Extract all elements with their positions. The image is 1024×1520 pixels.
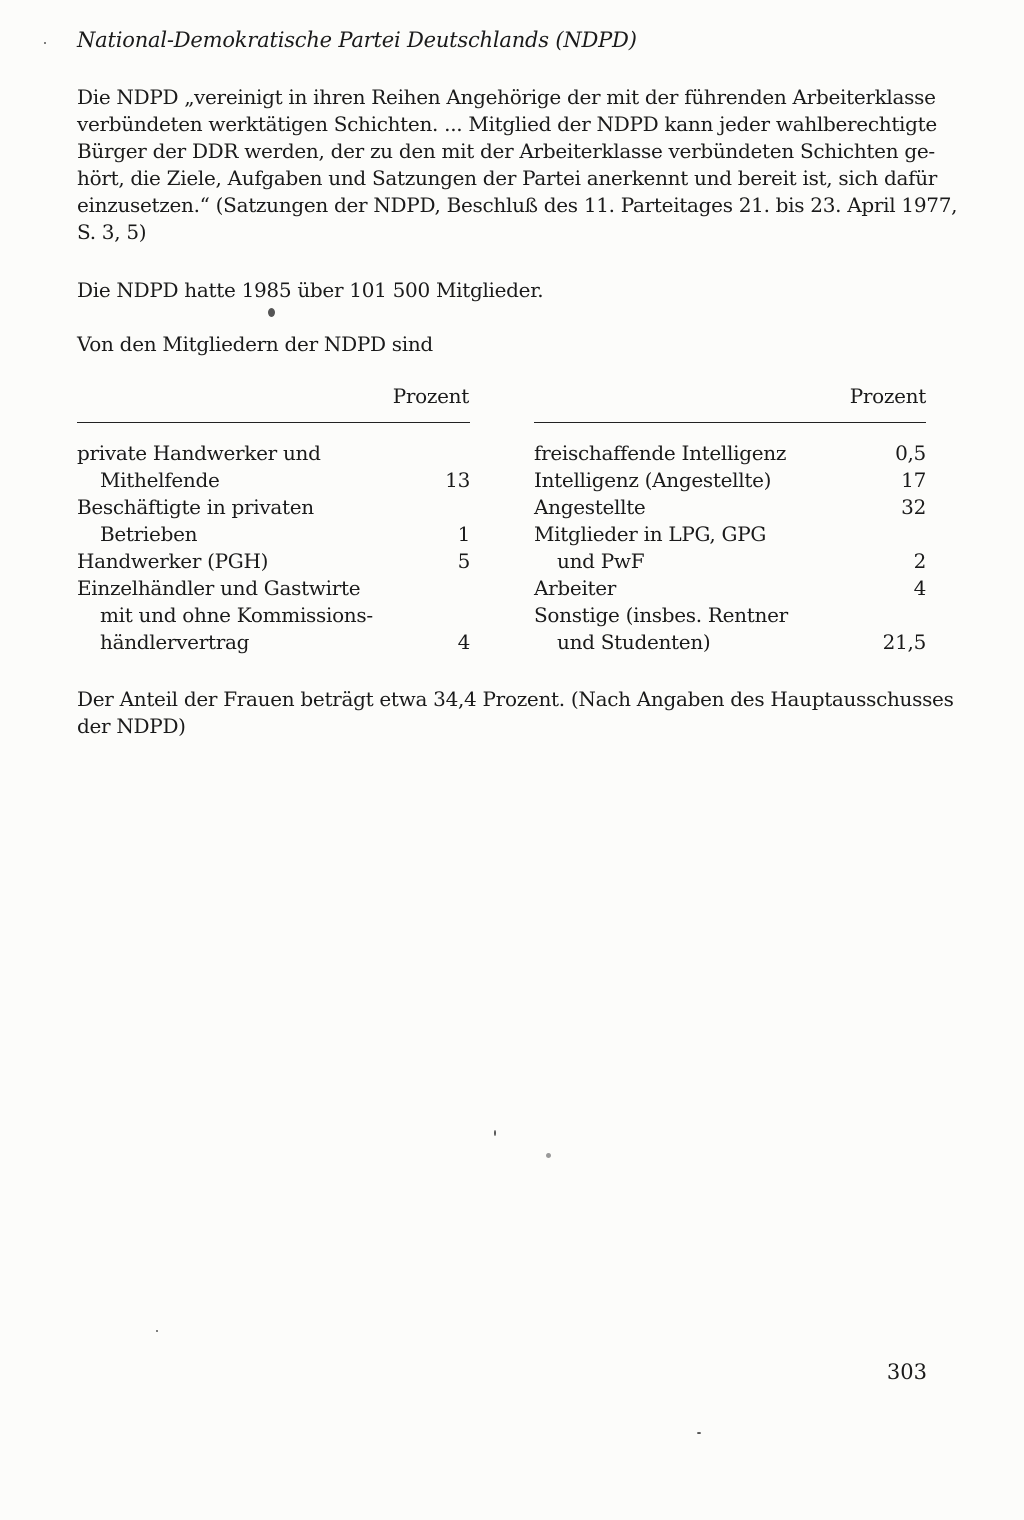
scan-speck bbox=[697, 1432, 701, 1434]
row-label: Mithelfende bbox=[100, 468, 220, 492]
scan-speck bbox=[156, 1330, 158, 1332]
table-row bbox=[534, 629, 926, 656]
row-label: mit und ohne Kommissions- bbox=[100, 603, 373, 627]
paragraph-line: Der Anteil der Frauen beträgt etwa 34,4 Prozent. (Nach Angaben des Hauptausschusses bbox=[77, 687, 954, 711]
row-label: Arbeiter bbox=[534, 576, 617, 600]
table-row bbox=[77, 629, 470, 656]
statute-quote-paragraph bbox=[77, 84, 958, 246]
row-percent: 32 bbox=[901, 495, 926, 519]
row-label: freischaffende Intelligenz bbox=[534, 441, 787, 465]
row-percent: 4 bbox=[457, 630, 470, 654]
table-row bbox=[77, 467, 470, 494]
row-label: Einzelhändler und Gastwirte bbox=[77, 576, 361, 600]
row-percent: 5 bbox=[457, 549, 470, 573]
row-label: private Handwerker und bbox=[77, 441, 321, 465]
row-label: Intelligenz (Angestellte) bbox=[534, 468, 772, 492]
scan-speck bbox=[268, 308, 275, 317]
paragraph-line: verbündeten werktätigen Schichten. ... Mitglied der NDPD kann jeder wahlberechtigte bbox=[77, 112, 937, 136]
row-label: Handwerker (PGH) bbox=[77, 549, 269, 573]
paragraph-line: S. 3, 5) bbox=[77, 220, 147, 244]
row-percent: 21,5 bbox=[882, 630, 926, 654]
paragraph-line: hört, die Ziele, Aufgaben und Satzungen der Partei anerkennt und bereit ist, sich dafür bbox=[77, 166, 938, 190]
scan-speck bbox=[494, 1130, 496, 1136]
table-row bbox=[77, 440, 470, 467]
table-row bbox=[534, 548, 926, 575]
women-share-paragraph bbox=[77, 686, 954, 740]
row-label: und Studenten) bbox=[557, 630, 711, 654]
table-row bbox=[77, 548, 470, 575]
table-row bbox=[534, 602, 926, 629]
table-row bbox=[534, 440, 926, 467]
paragraph-line: Bürger der DDR werden, der zu den mit der Arbeiterklasse verbündeten Schichten ge- bbox=[77, 139, 935, 163]
table-row bbox=[534, 494, 926, 521]
paragraph-line: Die NDPD „vereinigt in ihren Reihen Angehörige der mit der führenden Arbeiterklasse bbox=[77, 85, 936, 109]
left-column-header: Prozent bbox=[392, 384, 469, 408]
row-percent: 0,5 bbox=[895, 441, 926, 465]
table-rule-left bbox=[77, 422, 470, 423]
paragraph-line: einzusetzen.“ (Satzungen der NDPD, Beschluß des 11. Parteitages 21. bis 23. April 1977, bbox=[77, 193, 958, 217]
row-label: händlervertrag bbox=[100, 630, 250, 654]
row-percent: 2 bbox=[913, 549, 926, 573]
table-row bbox=[77, 575, 470, 602]
row-label: Betrieben bbox=[100, 522, 198, 546]
membership-table bbox=[77, 384, 926, 664]
table-row bbox=[77, 602, 470, 629]
table-row bbox=[534, 467, 926, 494]
running-header: National-Demokratische Partei Deutschlands (NDPD) bbox=[77, 28, 637, 52]
table-row bbox=[77, 521, 470, 548]
table-row bbox=[77, 494, 470, 521]
paragraph-line: der NDPD) bbox=[77, 714, 186, 738]
scan-speck bbox=[44, 42, 46, 44]
row-percent: 13 bbox=[445, 468, 470, 492]
row-label: Mitglieder in LPG, GPG bbox=[534, 522, 767, 546]
page-number: 303 bbox=[886, 1360, 927, 1384]
scan-speck bbox=[546, 1153, 551, 1158]
right-column-header: Prozent bbox=[849, 384, 926, 408]
table-row bbox=[534, 575, 926, 602]
row-label: Angestellte bbox=[534, 495, 646, 519]
membership-count-paragraph: Die NDPD hatte 1985 über 101 500 Mitglieder. bbox=[77, 278, 544, 302]
row-label: Beschäftigte in privaten bbox=[77, 495, 314, 519]
row-label: und PwF bbox=[557, 549, 645, 573]
row-label: Sonstige (insbes. Rentner bbox=[534, 603, 788, 627]
row-percent: 17 bbox=[901, 468, 926, 492]
row-percent: 4 bbox=[913, 576, 926, 600]
table-row bbox=[534, 521, 926, 548]
row-percent: 1 bbox=[457, 522, 470, 546]
table-rule-right bbox=[534, 422, 926, 423]
table-intro-paragraph: Von den Mitgliedern der NDPD sind bbox=[77, 332, 433, 356]
